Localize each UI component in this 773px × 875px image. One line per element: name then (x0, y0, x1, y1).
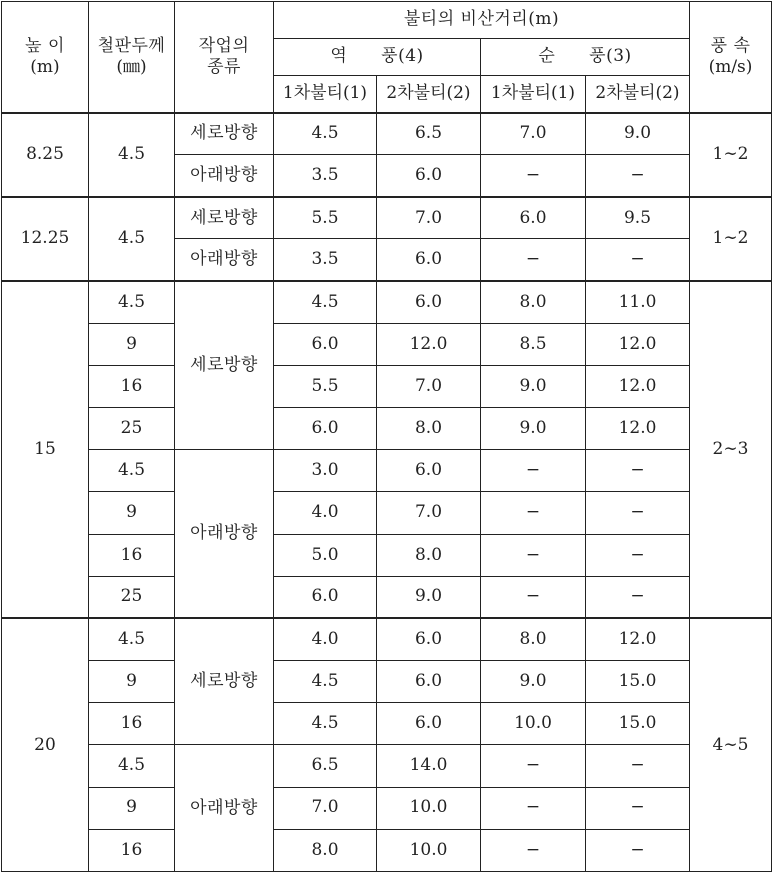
thickness-cell: 4.5 (89, 450, 175, 492)
work-type-cell: 세로방향 (175, 113, 274, 155)
tailwind-second-cell: 12.0 (586, 323, 690, 365)
tailwind-second-cell: − (586, 492, 690, 534)
header-tailwind-second-spark: 2차불티(2) (586, 76, 690, 113)
header-thickness: 철판두께 (㎜) (89, 2, 175, 113)
headwind-second-cell: 7.0 (377, 365, 481, 407)
headwind-second-cell: 8.0 (377, 534, 481, 576)
header-headwind-second-spark: 2차불티(2) (377, 76, 481, 113)
thickness-cell: 16 (89, 365, 175, 407)
tailwind-first-cell: − (481, 829, 586, 871)
height-cell: 20 (2, 618, 89, 871)
tailwind-second-cell: 9.5 (586, 197, 690, 239)
tailwind-second-cell: − (586, 155, 690, 197)
headwind-first-cell: 4.0 (274, 618, 377, 660)
tailwind-second-cell: − (586, 745, 690, 787)
thickness-cell: 4.5 (89, 281, 175, 323)
tailwind-second-cell: − (586, 829, 690, 871)
tailwind-second-cell: 11.0 (586, 281, 690, 323)
headwind-second-cell: 6.0 (377, 618, 481, 660)
headwind-second-cell: 6.0 (377, 703, 481, 745)
tailwind-second-cell: − (586, 576, 690, 618)
tailwind-first-cell: 9.0 (481, 365, 586, 407)
tailwind-second-cell: − (586, 534, 690, 576)
headwind-second-cell: 6.0 (377, 239, 481, 281)
tailwind-second-cell: 12.0 (586, 365, 690, 407)
headwind-first-cell: 3.5 (274, 155, 377, 197)
headwind-second-cell: 9.0 (377, 576, 481, 618)
header-work-type: 작업의 종류 (175, 2, 274, 113)
headwind-second-cell: 8.0 (377, 408, 481, 450)
header-tailwind: 순 풍(3) (481, 39, 690, 76)
thickness-cell: 16 (89, 534, 175, 576)
tailwind-second-cell: − (586, 787, 690, 829)
header-tailwind-first-spark: 1차불티(1) (481, 76, 586, 113)
thickness-cell: 16 (89, 829, 175, 871)
headwind-first-cell: 5.5 (274, 197, 377, 239)
headwind-first-cell: 4.5 (274, 703, 377, 745)
tailwind-first-cell: 7.0 (481, 113, 586, 155)
tailwind-first-cell: 8.0 (481, 281, 586, 323)
headwind-second-cell: 7.0 (377, 197, 481, 239)
thickness-cell: 4.5 (89, 197, 175, 281)
tailwind-first-cell: − (481, 576, 586, 618)
spark-distance-table (1, 1, 772, 872)
headwind-second-cell: 6.0 (377, 450, 481, 492)
work-type-cell: 아래방향 (175, 239, 274, 281)
headwind-second-cell: 7.0 (377, 492, 481, 534)
thickness-cell: 4.5 (89, 113, 175, 197)
headwind-first-cell: 4.5 (274, 113, 377, 155)
headwind-second-cell: 6.0 (377, 661, 481, 703)
headwind-first-cell: 7.0 (274, 787, 377, 829)
headwind-first-cell: 6.0 (274, 576, 377, 618)
headwind-first-cell: 3.0 (274, 450, 377, 492)
headwind-first-cell: 6.5 (274, 745, 377, 787)
thickness-cell: 16 (89, 703, 175, 745)
headwind-first-cell: 3.5 (274, 239, 377, 281)
headwind-first-cell: 8.0 (274, 829, 377, 871)
work-type-cell: 세로방향 (175, 281, 274, 450)
thickness-cell: 4.5 (89, 618, 175, 660)
header-headwind: 역 풍(4) (274, 39, 481, 76)
headwind-first-cell: 6.0 (274, 323, 377, 365)
wind-speed-cell: 1∼2 (690, 113, 772, 197)
headwind-second-cell: 10.0 (377, 829, 481, 871)
header-spark-distance: 불티의 비산거리(m) (274, 2, 690, 39)
tailwind-first-cell: − (481, 534, 586, 576)
header-height: 높 이 (m) (2, 2, 89, 113)
headwind-second-cell: 10.0 (377, 787, 481, 829)
work-type-cell: 아래방향 (175, 450, 274, 619)
height-cell: 8.25 (2, 113, 89, 197)
work-type-cell: 세로방향 (175, 618, 274, 744)
height-cell: 15 (2, 281, 89, 618)
tailwind-first-cell: − (481, 239, 586, 281)
tailwind-second-cell: 9.0 (586, 113, 690, 155)
tailwind-first-cell: − (481, 450, 586, 492)
tailwind-first-cell: 10.0 (481, 703, 586, 745)
headwind-first-cell: 4.5 (274, 661, 377, 703)
tailwind-second-cell: 12.0 (586, 408, 690, 450)
thickness-cell: 9 (89, 787, 175, 829)
tailwind-second-cell: 15.0 (586, 703, 690, 745)
tailwind-second-cell: 12.0 (586, 618, 690, 660)
tailwind-first-cell: 8.0 (481, 618, 586, 660)
headwind-second-cell: 14.0 (377, 745, 481, 787)
tailwind-first-cell: − (481, 745, 586, 787)
work-type-cell: 아래방향 (175, 745, 274, 872)
thickness-cell: 9 (89, 661, 175, 703)
thickness-cell: 9 (89, 492, 175, 534)
work-type-cell: 세로방향 (175, 197, 274, 239)
headwind-second-cell: 6.5 (377, 113, 481, 155)
wind-speed-cell: 2∼3 (690, 281, 772, 618)
height-cell: 12.25 (2, 197, 89, 281)
headwind-second-cell: 6.0 (377, 281, 481, 323)
thickness-cell: 25 (89, 408, 175, 450)
tailwind-first-cell: − (481, 155, 586, 197)
header-headwind-first-spark: 1차불티(1) (274, 76, 377, 113)
thickness-cell: 25 (89, 576, 175, 618)
tailwind-first-cell: 9.0 (481, 408, 586, 450)
tailwind-first-cell: 9.0 (481, 661, 586, 703)
thickness-cell: 4.5 (89, 745, 175, 787)
thickness-cell: 9 (89, 323, 175, 365)
headwind-second-cell: 12.0 (377, 323, 481, 365)
headwind-first-cell: 5.5 (274, 365, 377, 407)
wind-speed-cell: 4∼5 (690, 618, 772, 871)
tailwind-second-cell: 15.0 (586, 661, 690, 703)
tailwind-first-cell: 6.0 (481, 197, 586, 239)
header-wind-speed: 풍 속 (m/s) (690, 2, 772, 113)
tailwind-first-cell: 8.5 (481, 323, 586, 365)
tailwind-second-cell: − (586, 239, 690, 281)
tailwind-first-cell: − (481, 492, 586, 534)
wind-speed-cell: 1∼2 (690, 197, 772, 281)
headwind-first-cell: 4.5 (274, 281, 377, 323)
headwind-second-cell: 6.0 (377, 155, 481, 197)
headwind-first-cell: 4.0 (274, 492, 377, 534)
headwind-first-cell: 5.0 (274, 534, 377, 576)
tailwind-second-cell: − (586, 450, 690, 492)
headwind-first-cell: 6.0 (274, 408, 377, 450)
work-type-cell: 아래방향 (175, 155, 274, 197)
tailwind-first-cell: − (481, 787, 586, 829)
